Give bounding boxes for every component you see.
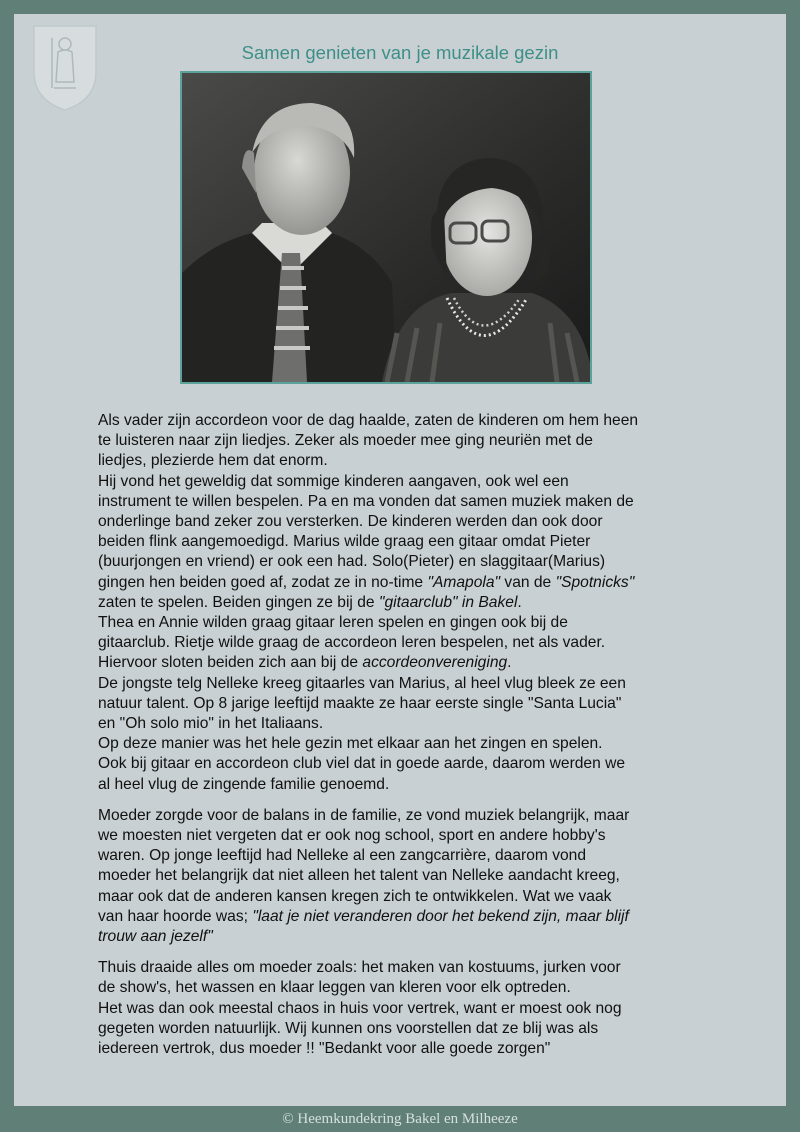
emphasized-text: "Amapola" [427,573,501,591]
text-line [98,653,738,673]
text-line [98,978,738,998]
text-line [98,411,738,431]
text-segment: beiden flink aangemoedigd. Marius wilde graag een gitaar omdat Pieter [98,533,591,551]
text-line [98,1039,738,1059]
text-line [98,734,738,754]
text-segment: instrument te willen bespelen. Pa en ma vonden dat samen muziek maken de [98,492,634,510]
crest-watermark-icon [28,22,102,112]
text-line [98,846,738,866]
text-segment: en "Oh solo mio" in het Italiaans. [98,715,324,733]
text-line [98,552,738,572]
text-segment: maar ook dat de anderen kansen kregen zich te ontwikkelen. Wat we vaak [98,887,612,905]
article-paragraph [98,411,738,795]
text-line [98,927,738,947]
text-segment: Hij vond het geweldig dat sommige kinderen aangaven, ook wel een [98,472,569,490]
text-line [98,826,738,846]
text-segment: al heel vlug de zingende familie genoemd. [98,775,390,793]
text-segment: iedereen vertrok, dus moeder !! "Bedankt voor alle goede zorgen" [98,1040,551,1058]
text-line [98,472,738,492]
text-segment: De jongste telg Nelleke kreeg gitaarles van Marius, al heel vlug bleek ze een [98,674,626,692]
text-line [98,613,738,633]
emphasized-text: in Bakel [457,593,518,611]
text-line [98,492,738,512]
text-line [98,431,738,451]
text-segment: van de [500,573,556,591]
emphasized-text: "Spotnicks" [555,573,635,591]
text-line [98,887,738,907]
text-segment: gitaarclub. Rietje wilde graag de accordeon leren bespelen, net als vader. [98,634,606,652]
text-line [98,999,738,1019]
emphasized-text: accordeonvereniging [362,654,508,672]
family-photo [180,71,592,384]
article-paragraph [98,958,738,1059]
text-line [98,573,738,593]
text-segment: moeder het belangrijk dat niet alleen het talent van Nelleke aandacht kreeg, [98,867,620,885]
text-line [98,958,738,978]
text-segment: gingen hen beiden goed af, zodat ze in no-time [98,573,428,591]
text-segment: waren. Op jonge leeftijd had Nelleke al een zangcarrière, daarom vond [98,847,587,865]
text-segment: de show's, het wassen en klaar leggen van kleren voor elk optreden. [98,979,571,997]
copyright-footer: © Heemkundekring Bakel en Milheeze [282,1111,518,1127]
text-line [98,512,738,532]
text-segment: van haar hoorde was; [98,907,253,925]
emphasized-text: "gitaarclub" [378,593,458,611]
text-line [98,806,738,826]
text-line [98,674,738,694]
text-segment: liedjes, plezierde hem dat enorm. [98,452,328,470]
text-line [98,754,738,774]
text-line [98,866,738,886]
text-segment: Op deze manier was het hele gezin met elkaar aan het zingen en spelen. [98,735,603,753]
text-line [98,1019,738,1039]
text-line [98,714,738,734]
text-segment: zaten te spelen. Beiden gingen ze bij de [98,593,379,611]
text-line [98,907,738,927]
text-line [98,694,738,714]
text-line [98,775,738,795]
text-line [98,593,738,613]
emphasized-text: trouw aan jezelf" [98,928,213,946]
text-segment: onderlinge band zeker zou versterken. De kinderen werden dan ook door [98,513,603,531]
text-segment: Het was dan ook meestal chaos in huis voor vertrek, want er moest ook nog [98,999,622,1017]
text-segment: Thea en Annie wilden graag gitaar leren spelen en gingen ook bij de [98,614,568,632]
text-line [98,532,738,552]
text-line [98,633,738,653]
page-title: Samen genieten van je muzikale gezin [241,42,559,63]
text-segment: Hiervoor sloten beiden zich aan bij de [98,654,363,672]
text-segment: gegeten worden natuurlijk. Wij kunnen ons voorstellen dat ze blij was als [98,1019,599,1037]
text-line [98,451,738,471]
text-segment: te luisteren naar zijn liedjes. Zeker als moeder mee ging neuriën met de [98,432,593,450]
text-segment: Moeder zorgde voor de balans in de familie, ze vond muziek belangrijk, maar [98,806,630,824]
article-paragraph [98,806,738,947]
text-segment: Als vader zijn accordeon voor de dag haalde, zaten de kinderen om hem heen [98,412,639,429]
text-segment: Ook bij gitaar en accordeon club viel dat in goede aarde, daarom werden we [98,755,626,773]
text-segment: . [507,654,512,672]
couple-photo-image [182,73,590,382]
text-segment: Thuis draaide alles om moeder zoals: het maken van kostuums, jurken voor [98,959,621,977]
text-segment: natuur talent. Op 8 jarige leeftijd maakte ze haar eerste single "Santa Lucia" [98,694,622,712]
article-text [98,411,738,1070]
text-segment: . [517,593,522,611]
emphasized-text: "laat je niet veranderen door het bekend zijn, maar blijf [252,907,629,925]
text-segment: we moesten niet vergeten dat er ook nog school, sport en andere hobby's [98,827,606,845]
document-page [14,14,786,1106]
text-segment: (buurjongen en vriend) er ook een had. Solo(Pieter) en slaggitaar(Marius) [98,553,606,571]
